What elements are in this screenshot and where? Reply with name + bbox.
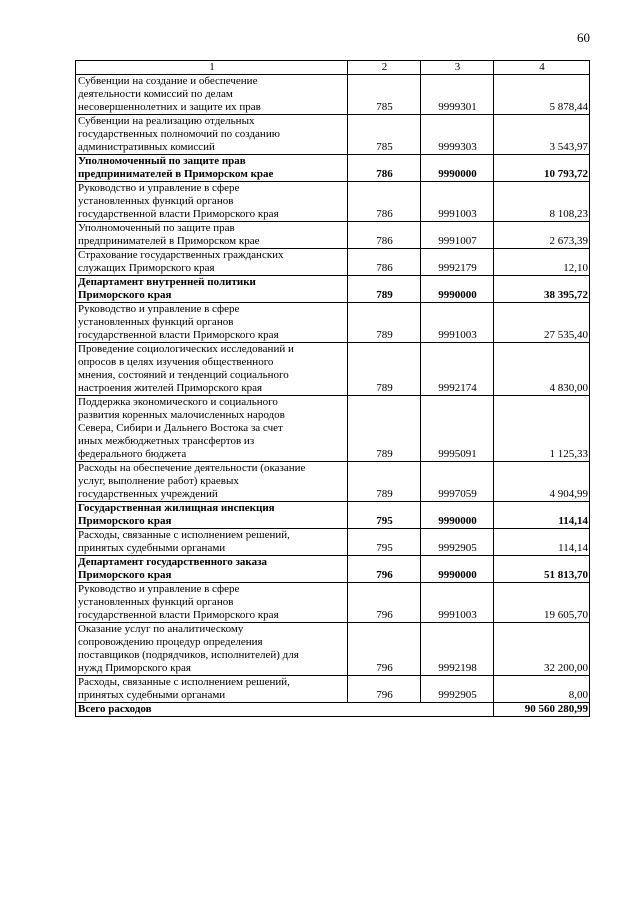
department-code-cell: 789 [348,396,421,462]
article-code-cell: 9999303 [421,115,494,155]
department-code-cell: 796 [348,676,421,703]
table-row [76,343,590,396]
page-number: 60 [577,30,590,45]
amount-cell: 114,14 [494,529,590,556]
department-code-cell: 786 [348,222,421,249]
article-code-cell: 9990000 [421,502,494,529]
article-code-cell: 9991003 [421,583,494,623]
expense-name-cell [76,303,348,343]
expense-name-cell [76,502,348,529]
table-row [76,556,590,583]
expense-name-cell [76,115,348,155]
amount-cell: 12,10 [494,249,590,276]
expense-name-line: несовершеннолетних и защите их прав [78,101,261,113]
article-code-cell: 9992905 [421,529,494,556]
expense-name-line: Субвенции на реализацию отдельных [78,115,255,127]
table-row [76,623,590,676]
expense-name-line: служащих Приморского края [78,262,215,274]
amount-cell: 8 108,23 [494,182,590,222]
expense-name-line: установленных функций органов [78,195,234,207]
amount-cell: 10 793,72 [494,155,590,182]
article-code-cell: 9990000 [421,155,494,182]
amount-cell: 51 813,70 [494,556,590,583]
department-code-cell: 786 [348,249,421,276]
expense-name-cell [76,462,348,502]
table-row [76,529,590,556]
table-row [76,396,590,462]
expense-name-line: Уполномоченный по защите прав [78,222,235,234]
expense-name-line: Департамент внутренней политики [78,276,256,288]
amount-cell: 4 904,99 [494,462,590,502]
department-code-cell: 785 [348,115,421,155]
department-code-cell: 789 [348,462,421,502]
expense-name-line: государственной власти Приморского края [78,208,279,220]
expense-name-line: услуг, выполнение работ) краевых [78,475,239,487]
amount-cell: 3 543,97 [494,115,590,155]
column-number: 1 [76,61,348,75]
expense-name-cell [76,529,348,556]
expense-name-cell [76,583,348,623]
expense-name-line: федерального бюджета [78,448,187,460]
expense-name-line: предпринимателей в Приморском крае [78,235,260,247]
expense-name-cell [76,623,348,676]
expense-name-line: Поддержка экономического и социального [78,396,278,408]
expense-name-line: Субвенции на создание и обеспечение [78,75,258,87]
column-number: 4 [494,61,590,75]
expense-name-line: Уполномоченный по защите прав [78,155,246,167]
expense-name-line: административных комиссий [78,141,215,153]
amount-cell: 19 605,70 [494,583,590,623]
table-row [76,222,590,249]
expense-name-line: Руководство и управление в сфере [78,303,240,315]
expense-name-cell [76,676,348,703]
table-row [76,502,590,529]
expense-name-line: государственной власти Приморского края [78,329,279,341]
table-row [76,676,590,703]
expenditure-table [75,60,590,717]
expense-name-line: иных межбюджетных трансфертов из [78,435,255,447]
expense-name-cell [76,249,348,276]
total-label: Всего расходов [76,703,494,717]
department-code-cell: 785 [348,75,421,115]
department-code-cell: 796 [348,583,421,623]
table-row [76,303,590,343]
expense-name-cell [76,155,348,182]
expense-name-line: поставщиков (подрядчиков, исполнителей) для [78,649,299,661]
article-code-cell: 9990000 [421,556,494,583]
expense-name-line: Страхование государственных гражданских [78,249,284,261]
article-code-cell: 9992174 [421,343,494,396]
department-code-cell: 795 [348,502,421,529]
department-code-cell: 786 [348,182,421,222]
expense-name-line: Расходы, связанные с исполнением решений, [78,676,290,688]
expense-name-line: Департамент государственного заказа [78,556,268,568]
article-code-cell: 9992179 [421,249,494,276]
table-row [76,182,590,222]
amount-cell: 27 535,40 [494,303,590,343]
expense-name-line: принятых судебными органами [78,542,226,554]
article-code-cell: 9999301 [421,75,494,115]
amount-cell: 114,14 [494,502,590,529]
expense-name-line: настроения жителей Приморского края [78,382,263,394]
table-row [76,249,590,276]
expense-name-line: развития коренных малочисленных народов [78,409,285,421]
table-row [76,155,590,182]
amount-cell: 32 200,00 [494,623,590,676]
amount-cell: 2 673,39 [494,222,590,249]
table-row [76,75,590,115]
expense-name-line: нужд Приморского края [78,662,191,674]
expense-name-line: Расходы на обеспечение деятельности (оказание [78,462,306,474]
expense-name-line: государственных учреждений [78,488,218,500]
department-code-cell: 789 [348,276,421,303]
article-code-cell: 9990000 [421,276,494,303]
expense-name-line: Приморского края [78,289,172,301]
expense-name-line: деятельности комиссий по делам [78,88,233,100]
department-code-cell: 796 [348,623,421,676]
department-code-cell: 789 [348,343,421,396]
expense-name-line: Руководство и управление в сфере [78,583,240,595]
article-code-cell: 9995091 [421,396,494,462]
department-code-cell: 789 [348,303,421,343]
expense-name-line: установленных функций органов [78,316,234,328]
total-amount: 90 560 280,99 [494,703,590,717]
expense-name-line: Приморского края [78,515,172,527]
table-row [76,462,590,502]
column-number: 3 [421,61,494,75]
table-row [76,276,590,303]
article-code-cell: 9991007 [421,222,494,249]
expense-name-line: предпринимателей в Приморском крае [78,168,274,180]
total-row [76,703,590,717]
expense-name-cell [76,222,348,249]
expense-name-line: мнения, состояний и тенденций социального [78,369,289,381]
amount-cell: 4 830,00 [494,343,590,396]
expense-name-cell [76,182,348,222]
amount-cell: 38 395,72 [494,276,590,303]
department-code-cell: 786 [348,155,421,182]
expense-name-line: Севера, Сибири и Дальнего Востока за счет [78,422,283,434]
expense-name-cell [76,276,348,303]
article-code-cell: 9992198 [421,623,494,676]
expense-name-line: Приморского края [78,569,172,581]
column-number: 2 [348,61,421,75]
expense-name-line: Руководство и управление в сфере [78,182,240,194]
article-code-cell: 9992905 [421,676,494,703]
amount-cell: 8,00 [494,676,590,703]
amount-cell: 1 125,33 [494,396,590,462]
article-code-cell: 9991003 [421,303,494,343]
expense-name-line: принятых судебными органами [78,689,226,701]
expense-name-cell [76,75,348,115]
expense-name-cell [76,556,348,583]
department-code-cell: 796 [348,556,421,583]
article-code-cell: 9991003 [421,182,494,222]
expense-name-cell [76,343,348,396]
expense-name-line: опросов в целях изучения общественного [78,356,274,368]
expense-name-line: государственных полномочий по созданию [78,128,280,140]
expense-name-line: Оказание услуг по аналитическому [78,623,244,635]
expense-name-line: государственной власти Приморского края [78,609,279,621]
amount-cell: 5 878,44 [494,75,590,115]
expense-name-line: Проведение социологических исследований и [78,343,294,355]
expense-name-line: установленных функций органов [78,596,234,608]
table-row [76,583,590,623]
article-code-cell: 9997059 [421,462,494,502]
expense-name-cell [76,396,348,462]
expense-name-line: Расходы, связанные с исполнением решений, [78,529,290,541]
column-number-row [76,61,590,75]
table-row [76,115,590,155]
expense-name-line: Государственная жилищная инспекция [78,502,275,514]
department-code-cell: 795 [348,529,421,556]
expense-name-line: сопровождению процедур определения [78,636,263,648]
